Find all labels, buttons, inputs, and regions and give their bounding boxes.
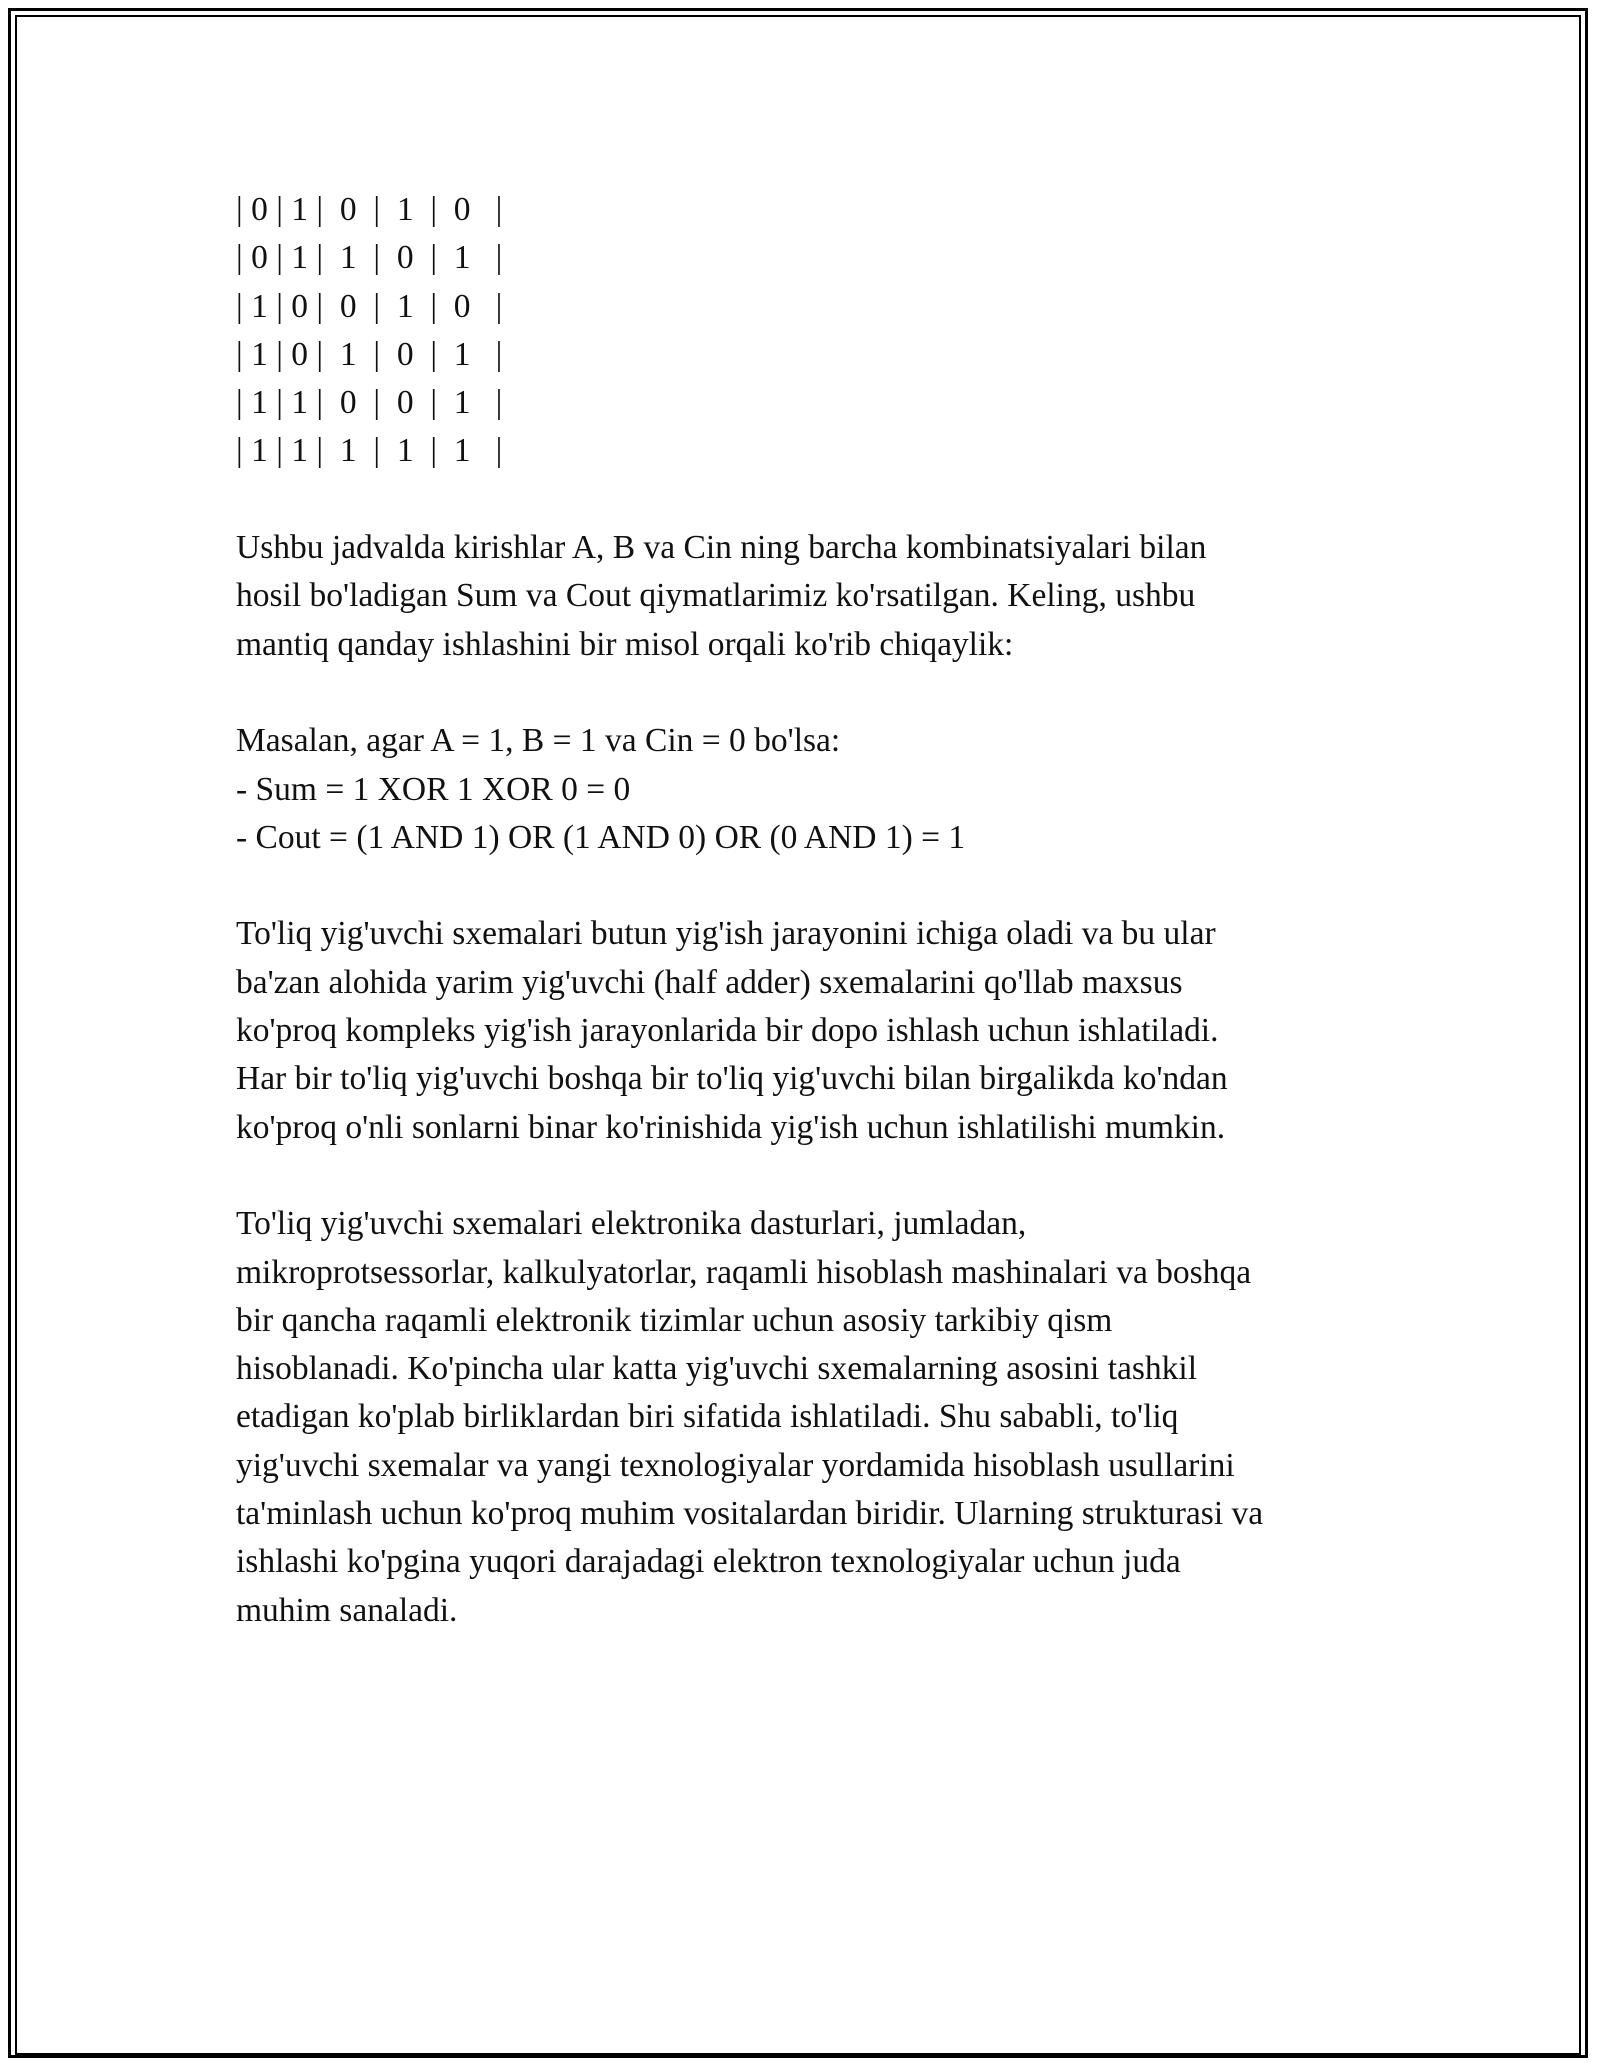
text-line: ko'proq o'nli sonlarni binar ko'rinishida yig'ish uchun ishlatilishi mumkin. bbox=[236, 1108, 1226, 1146]
text-line: - Sum = 1 XOR 1 XOR 0 = 0 bbox=[236, 770, 631, 808]
text-line: yig'uvchi sxemalar va yangi texnologiyalar yordamida hisoblash usullarini bbox=[236, 1446, 1235, 1484]
text-line: ko'proq kompleks yig'ish jarayonlarida bir dopo ishlash uchun ishlatiladi. bbox=[236, 1012, 1219, 1050]
text-line: - Cout = (1 AND 1) OR (1 AND 0) OR (0 AND 1) = 1 bbox=[236, 818, 966, 856]
text-line: hosil bo'ladigan Sum va Cout qiymatlarimiz ko'rsatilgan. Keling, ushbu bbox=[236, 577, 1196, 615]
document-body bbox=[236, 186, 1386, 1683]
paragraph-full-adder-usage bbox=[236, 910, 1386, 1151]
text-line: hisoblanadi. Ko'pincha ular katta yig'uvchi sxemalarning asosini tashkil bbox=[236, 1350, 1198, 1388]
truth-table-row: | 1 | 0 | 1 | 0 | 1 | bbox=[236, 335, 503, 373]
truth-table-row: | 1 | 0 | 0 | 1 | 0 | bbox=[236, 287, 503, 325]
paragraph-table-description bbox=[236, 524, 1386, 669]
text-line: Masalan, agar A = 1, B = 1 va Cin = 0 bo'lsa: bbox=[236, 722, 841, 760]
text-line: To'liq yig'uvchi sxemalari butun yig'ish jarayonini ichiga oladi va bu ular bbox=[236, 915, 1216, 953]
spacer bbox=[236, 476, 1386, 524]
text-line: etadigan ko'plab birliklardan biri sifatida ishlatiladi. Shu sababli, to'liq bbox=[236, 1398, 1179, 1436]
truth-table-row: | 0 | 1 | 0 | 1 | 0 | bbox=[236, 191, 503, 228]
text-line: ta'minlash uchun ko'proq muhim vositalardan biridir. Ularning strukturasi va bbox=[236, 1495, 1264, 1533]
text-line: Har bir to'liq yig'uvchi boshqa bir to'liq yig'uvchi bilan birgalikda ko'ndan bbox=[236, 1060, 1228, 1098]
paragraph-example bbox=[236, 717, 1386, 862]
truth-table-row: | 1 | 1 | 0 | 0 | 1 | bbox=[236, 384, 503, 422]
truth-table-row: | 0 | 1 | 1 | 0 | 1 | bbox=[236, 239, 503, 277]
truth-table-row: | 1 | 1 | 1 | 1 | 1 | bbox=[236, 432, 503, 470]
text-line: muhim sanaladi. bbox=[236, 1591, 458, 1629]
text-line: Ushbu jadvalda kirishlar A, B va Cin ning barcha kombinatsiyalari bilan bbox=[236, 529, 1207, 567]
paragraph-applications bbox=[236, 1200, 1386, 1635]
text-line: ba'zan alohida yarim yig'uvchi (half adder) sxemalarini qo'llab maxsus bbox=[236, 963, 1183, 1001]
text-line: mantiq qanday ishlashini bir misol orqali ko'rib chiqaylik: bbox=[236, 625, 1014, 663]
text-line: mikroprotsessorlar, kalkulyatorlar, raqamli hisoblash mashinalari va boshqa bbox=[236, 1253, 1252, 1291]
text-line: To'liq yig'uvchi sxemalari elektronika dasturlari, jumladan, bbox=[236, 1205, 1027, 1243]
text-line: bir qancha raqamli elektronik tizimlar uchun asosiy tarkibiy qism bbox=[236, 1301, 1113, 1339]
truth-table bbox=[236, 186, 1386, 476]
text-line: ishlashi ko'pgina yuqori darajadagi elektron texnologiyalar uchun juda bbox=[236, 1543, 1181, 1581]
